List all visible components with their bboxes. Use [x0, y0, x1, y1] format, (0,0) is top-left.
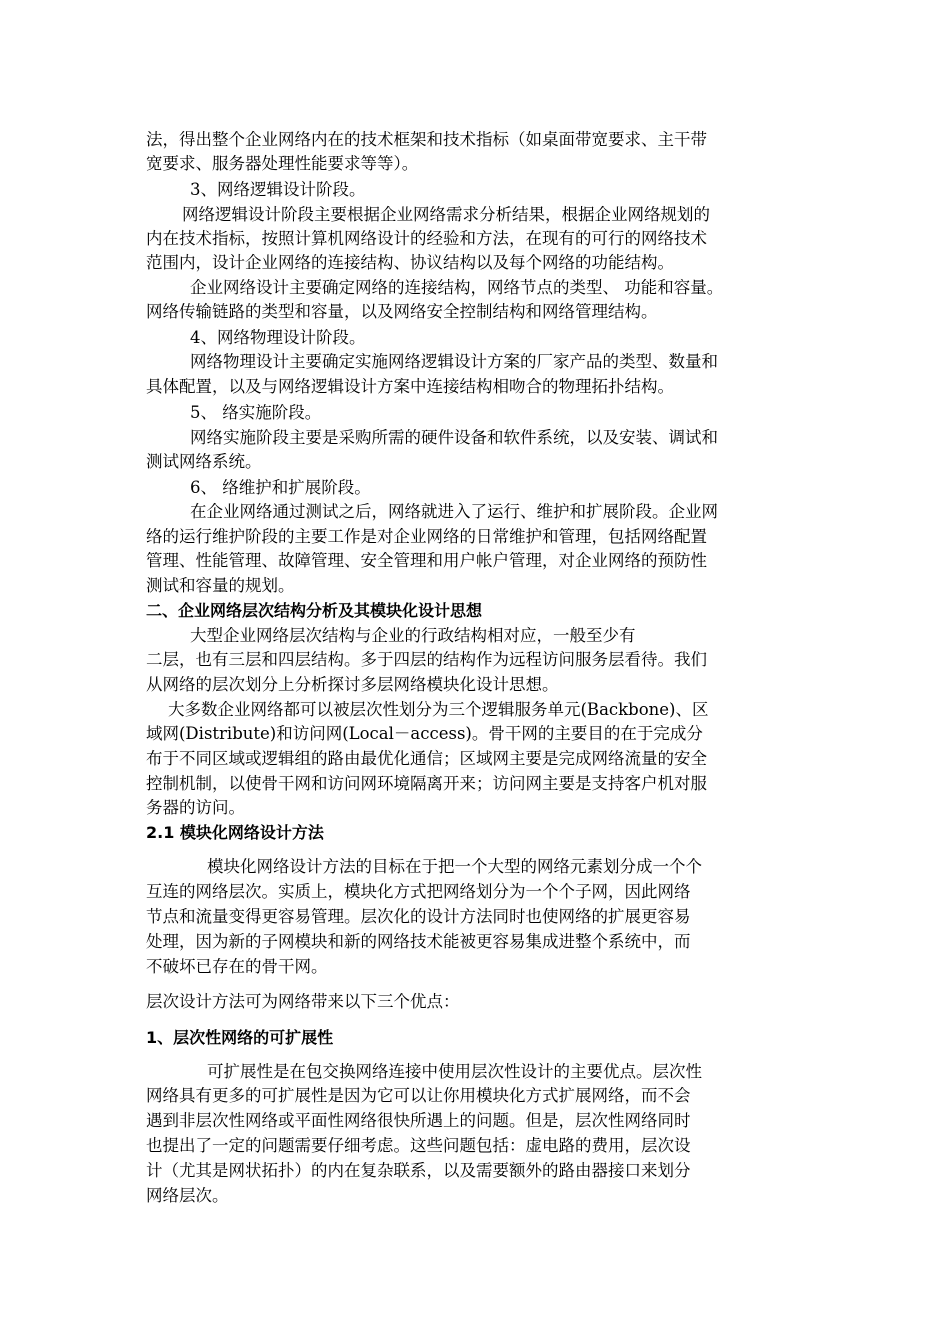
section-heading: 二、企业网络层次结构分析及其模块化设计思想: [146, 601, 483, 620]
paragraph-line: 网络物理设计主要确定实施网络逻辑设计方案的厂家产品的类型、数量和: [190, 352, 718, 371]
subsection-heading: 3、网络逻辑设计阶段。: [190, 180, 366, 199]
section-heading: 1、层次性网络的可扩展性: [146, 1028, 334, 1047]
paragraph-line: 网络传输链路的类型和容量，以及网络安全控制结构和网络管理结构。: [146, 302, 658, 321]
paragraph-line: 络的运行维护阶段的主要工作是对企业网络的日常维护和管理，包括网络配置: [146, 527, 707, 546]
paragraph-line: 可扩展性是在包交换网络连接中使用层次性设计的主要优点。层次性: [207, 1062, 702, 1081]
paragraph-line: 测试和容量的规划。: [146, 576, 295, 595]
subsection-heading: 4、网络物理设计阶段。: [190, 328, 366, 347]
paragraph-line: 二层，也有三层和四层结构。多于四层的结构作为远程访问服务层看待。我们: [146, 650, 707, 669]
paragraph-line: 网络实施阶段主要是采购所需的硬件设备和软件系统，以及安装、调试和: [190, 428, 718, 447]
section-heading: 2.1 模块化网络设计方法: [146, 823, 324, 842]
paragraph-line: 控制机制，以使骨干网和访问网环境隔离开来；访问网主要是支持客户机对服: [146, 774, 707, 793]
paragraph-line: 布于不同区域或逻辑组的路由最优化通信；区域网主要是完成网络流量的安全: [146, 749, 707, 768]
paragraph-line: 网络层次。: [146, 1186, 229, 1205]
paragraph-line: 从网络的层次划分上分析探讨多层网络模块化设计思想。: [146, 675, 559, 694]
paragraph-line: 域网(Distribute)和访问网(Local－access)。骨干网的主要目的在于完成分: [146, 724, 703, 743]
paragraph-line: 在企业网络通过测试之后，网络就进入了运行、维护和扩展阶段。企业网: [190, 502, 718, 521]
paragraph-line: 模块化网络设计方法的目标在于把一个大型的网络元素划分成一个个: [207, 857, 702, 876]
paragraph-line: 具体配置，以及与网络逻辑设计方案中连接结构相吻合的物理拓扑结构。: [146, 377, 674, 396]
paragraph-line: 内在技术指标，按照计算机网络设计的经验和方法，在现有的可行的网络技术: [146, 229, 707, 248]
paragraph-line: 务器的访问。: [146, 798, 245, 817]
paragraph-line: 管理、性能管理、故障管理、安全管理和用户帐户管理，对企业网络的预防性: [146, 551, 707, 570]
paragraph-line: 测试网络系统。: [146, 452, 262, 471]
paragraph-line: 处理，因为新的子网模块和新的网络技术能被更容易集成进整个系统中，而: [146, 932, 691, 951]
paragraph-line: 范围内，设计企业网络的连接结构、协议结构以及每个网络的功能结构。: [146, 253, 674, 272]
paragraph-line: 不破坏已存在的骨干网。: [146, 957, 328, 976]
paragraph-line: 遇到非层次性网络或平面性网络很快所遇上的问题。但是，层次性网络同时: [146, 1111, 691, 1130]
subsection-heading: 6、 络维护和扩展阶段。: [190, 478, 371, 497]
paragraph-line: 层次设计方法可为网络带来以下三个优点：: [146, 992, 460, 1011]
paragraph-line: 大型企业网络层次结构与企业的行政结构相对应，一般至少有: [190, 626, 636, 645]
paragraph-line: 计（尤其是网状拓扑）的内在复杂联系，以及需要额外的路由器接口来划分: [146, 1161, 691, 1180]
paragraph-line: 节点和流量变得更容易管理。层次化的设计方法同时也使网络的扩展更容易: [146, 907, 691, 926]
paragraph-line: 也提出了一定的问题需要仔细考虑。这些问题包括：虚电路的费用，层次设: [146, 1136, 691, 1155]
paragraph-line: 网络逻辑设计阶段主要根据企业网络需求分析结果，根据企业网络规划的: [182, 205, 710, 224]
paragraph-line: 法，得出整个企业网络内在的技术框架和技术指标（如桌面带宽要求、主干带: [146, 130, 707, 149]
paragraph-line: 宽要求、服务器处理性能要求等等）。: [146, 154, 419, 173]
paragraph-line: 企业网络设计主要确定网络的连接结构，网络节点的类型、 功能和容量。: [190, 278, 724, 297]
paragraph-line: 大多数企业网络都可以被层次性划分为三个逻辑服务单元(Backbone)、区: [168, 700, 709, 719]
paragraph-line: 网络具有更多的可扩展性是因为它可以让你用模块化方式扩展网络，而不会: [146, 1086, 691, 1105]
subsection-heading: 5、 络实施阶段。: [190, 403, 322, 422]
paragraph-line: 互连的网络层次。实质上，模块化方式把网络划分为一个个子网，因此网络: [146, 882, 691, 901]
